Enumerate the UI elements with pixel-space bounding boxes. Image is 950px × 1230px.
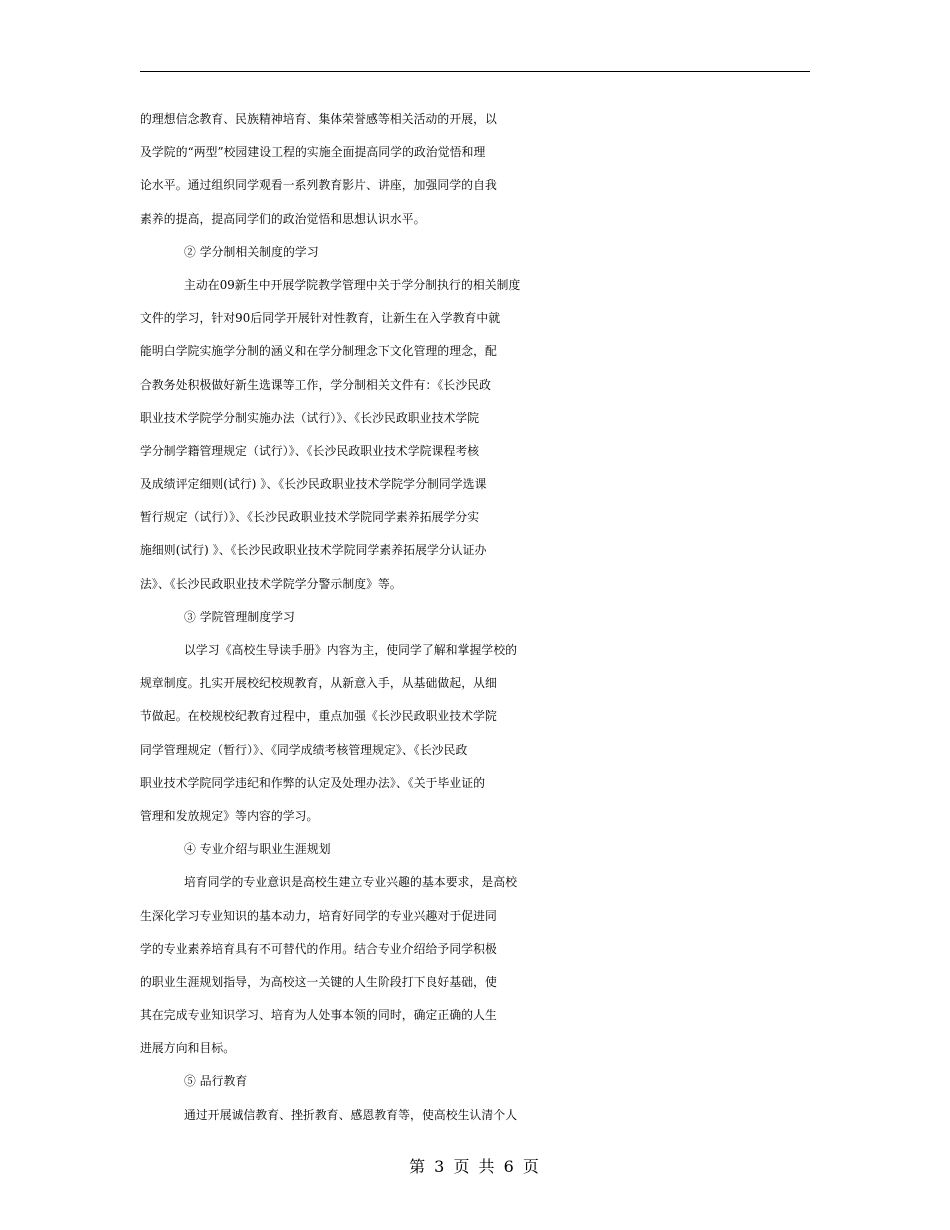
text-line: 及成绩评定细则(试行) 》、《长沙民政职业技术学院学分制同学选课 xyxy=(140,477,487,492)
text-line: 及学院的“两型”校园建设工程的实施全面提高同学的政治觉悟和理 xyxy=(140,145,486,160)
document-body xyxy=(140,103,812,1132)
text-line: ③ 学院管理制度学习 xyxy=(184,609,295,624)
text-line: 进展方向和目标。 xyxy=(140,1041,236,1056)
text-line: 其在完成专业知识学习、培育为人处事本领的同时，确定正确的人生 xyxy=(140,1008,497,1023)
text-line: 的职业生涯规划指导，为高校这一关键的人生阶段打下良好基础，使 xyxy=(140,974,497,989)
text-line: 管理和发放规定》等内容的学习。 xyxy=(140,808,319,823)
text-line: 能明白学院实施学分制的涵义和在学分制理念下文化管理的理念，配 xyxy=(140,344,497,359)
text-line: 生深化学习专业知识的基本动力，培育好同学的专业兴趣对于促进同 xyxy=(140,908,497,923)
page-footer: 第 3 页 共 6 页 xyxy=(409,1157,541,1176)
text-line: 文件的学习，针对90后同学开展针对性教育，让新生在入学教育中就 xyxy=(140,311,501,326)
text-line: 主动在09新生中开展学院教学管理中关于学分制执行的相关制度 xyxy=(184,277,521,292)
text-line: 节做起。在校规校纪教育过程中，重点加强《长沙民政职业技术学院 xyxy=(140,709,497,724)
text-line: 法》、《长沙民政职业技术学院学分警示制度》等。 xyxy=(140,576,402,591)
text-line: 以学习《高校生导读手册》内容为主，使同学了解和掌握学校的 xyxy=(184,643,518,657)
text-line: 职业技术学院学分制实施办法（试行）》、《长沙民政职业技术学院 xyxy=(140,410,480,425)
text-line: 的理想信念教育、民族精神培育、集体荣誉感等相关活动的开展，以 xyxy=(140,112,497,126)
text-line: 职业技术学院同学违纪和作弊的认定及处理办法》、《关于毕业证的 xyxy=(140,775,486,790)
header-rule xyxy=(140,71,810,72)
text-line: 学分制学籍管理规定（试行）》、《长沙民政职业技术学院课程考核 xyxy=(140,443,480,458)
text-line: 素养的提高，提高同学们的政治觉悟和思想认识水平。 xyxy=(140,211,426,226)
text-line: 学的专业素养培育具有不可替代的作用。结合专业介绍给予同学积极 xyxy=(140,941,497,956)
text-line: ⑤ 品行教育 xyxy=(184,1074,248,1089)
text-line: 施细则(试行) 》、《长沙民政职业技术学院同学素养拓展学分认证办 xyxy=(140,543,487,558)
text-line: 规章制度。扎实开展校纪校规教育，从新意入手，从基础做起，从细 xyxy=(140,676,497,691)
text-line: ② 学分制相关制度的学习 xyxy=(184,244,319,259)
text-line: 通过开展诚信教育、挫折教育、感恩教育等，使高校生认清个人 xyxy=(184,1107,518,1122)
text-line: 合教务处积极做好新生选课等工作，学分制相关文件有：《长沙民政 xyxy=(140,377,492,392)
text-line: 同学管理规定（暂行）》、《同学成绩考核管理规定》、《长沙民政 xyxy=(140,742,468,757)
text-line: ④ 专业介绍与职业生涯规划 xyxy=(184,842,331,857)
text-line: 论水平。通过组织同学观看一系列教育影片、讲座，加强同学的自我 xyxy=(140,178,497,193)
text-line: 暂行规定（试行）》、《长沙民政职业技术学院同学素养拓展学分实 xyxy=(140,510,480,525)
text-line: 培育同学的专业意识是高校生建立专业兴趣的基本要求，是高校 xyxy=(184,875,518,890)
